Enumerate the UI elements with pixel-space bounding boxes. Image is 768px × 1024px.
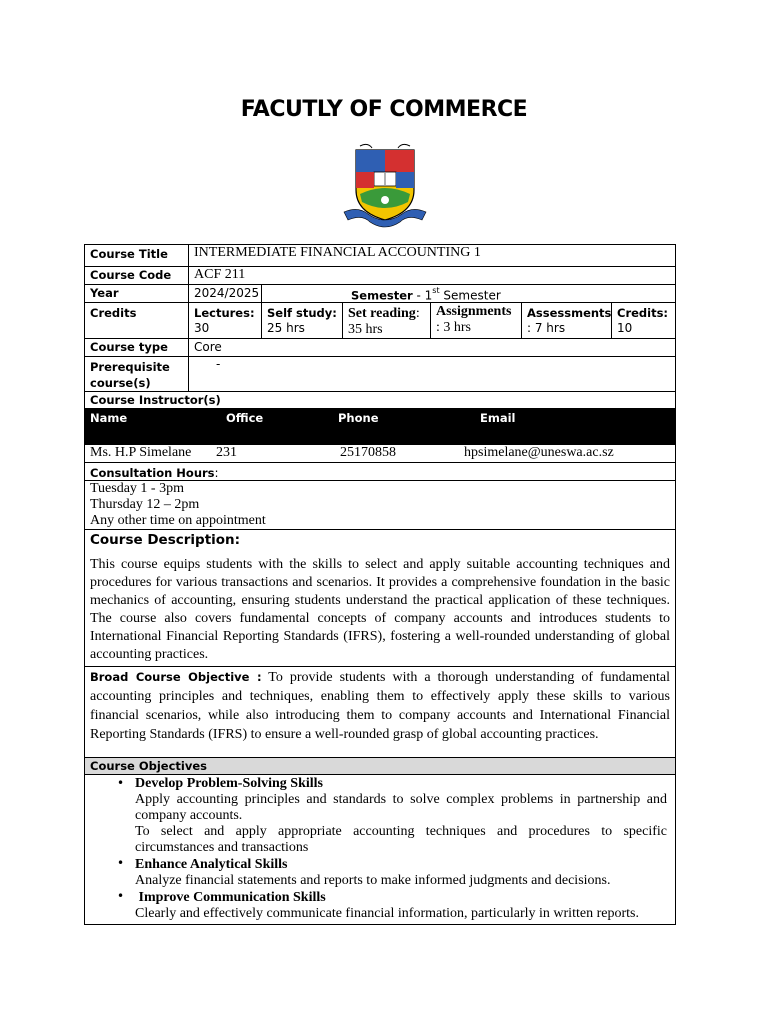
page-title: FACUTLY OF COMMERCE <box>240 97 528 122</box>
instructor-header-row <box>85 409 675 445</box>
consultation-line-1: Tuesday 1 - 3pm <box>90 481 184 496</box>
course-objectives-list <box>85 775 675 922</box>
course-code-value: ACF 211 <box>188 267 675 284</box>
lectures-label: Lectures: <box>194 306 255 320</box>
instructor-header-name: Name <box>90 411 128 425</box>
semester-sup: st <box>432 286 440 295</box>
credits-count-value: 10 <box>617 321 633 335</box>
instructor-name: Ms. H.P Simelane <box>90 445 192 460</box>
instructor-email: hpsimelane@uneswa.ac.sz <box>464 445 614 460</box>
self-study-value: 25 hrs <box>267 321 305 335</box>
objective-title: Develop Problem-Solving Skills <box>135 776 323 791</box>
consultation-label-cell <box>85 463 675 480</box>
semester-label: Semester <box>351 288 413 303</box>
credits-count-label: Credits: <box>617 306 669 320</box>
course-objectives-label: Course Objectives <box>90 759 207 773</box>
instructor-office: 231 <box>216 445 237 460</box>
semester-dash: - 1 <box>412 288 433 303</box>
course-objectives-row <box>85 775 675 924</box>
consultation-hours <box>85 481 675 529</box>
objective-item <box>117 776 675 856</box>
course-title-label: Course Title <box>90 247 168 261</box>
course-code-label: Course Code <box>90 268 172 282</box>
course-description-row <box>85 530 675 667</box>
year-value: 2024/2025 <box>188 285 261 302</box>
lectures-value: 30 <box>194 321 210 335</box>
year-label: Year <box>90 286 119 300</box>
objective-title: Improve Communication Skills <box>135 890 326 905</box>
instructor-header-phone: Phone <box>338 411 379 425</box>
instructor-header-email: Email <box>480 411 516 425</box>
broad-objective-row <box>85 667 675 758</box>
objective-line: Apply accounting principles and standards to solve complex problems in partnership and company accounts. <box>135 792 667 823</box>
instructor-row <box>85 445 675 463</box>
assessments-label: Assessments <box>527 306 612 320</box>
consultation-colon: : <box>214 466 219 480</box>
assignments-cell <box>430 303 521 338</box>
course-type-row <box>85 339 675 357</box>
consultation-line-3: Any other time on appointment <box>90 513 266 528</box>
set-reading-colon: : <box>415 306 420 321</box>
prerequisite-label: Prerequisite course(s) <box>90 360 170 390</box>
course-type-label: Course type <box>90 340 168 354</box>
consultation-label-row <box>85 463 675 481</box>
assignments-label: Assignments <box>436 304 512 319</box>
course-outline-table <box>84 244 676 925</box>
year-spacer <box>261 285 344 302</box>
course-description-cell <box>85 530 675 666</box>
semester-cell <box>344 285 675 302</box>
credits-label: Credits <box>90 306 137 320</box>
course-type-value: Core <box>188 339 675 356</box>
consultation-line-2: Thursday 12 – 2pm <box>90 497 200 512</box>
instructor-header-office: Office <box>226 411 264 425</box>
set-reading-value: 35 hrs <box>348 322 383 337</box>
university-crest-icon <box>338 142 432 230</box>
course-title-value: INTERMEDIATE FINANCIAL ACCOUNTING 1 <box>188 245 675 266</box>
objective-line: To select and apply appropriate accounting techniques and procedures to specific circumstances and transactions <box>135 824 667 855</box>
objective-item <box>117 856 675 889</box>
instructor-section-label: Course Instructor(s) <box>90 393 221 407</box>
assessments-value: : 7 hrs <box>527 321 566 335</box>
objective-item <box>117 889 675 922</box>
broad-objective-cell <box>85 667 675 757</box>
course-description-label: Course Description: <box>90 532 241 548</box>
objective-title: Enhance Analytical Skills <box>135 857 288 872</box>
instructor-section-row <box>85 392 675 409</box>
broad-objective-text: To provide students with a thorough understanding of fundamental accounting principles and techniques, enabling them to effectively apply these skills to various financial scenarios, while also introducing them to company accounts and International Financial Reporting Standards (IFRS) to ensure a well-rounded grasp of global accounting practices. <box>90 670 670 742</box>
instructor-phone: 25170858 <box>340 445 396 460</box>
credits-row <box>85 303 675 339</box>
set-reading-cell <box>342 303 430 338</box>
consultation-label: Consultation Hours <box>90 466 215 480</box>
assignments-value: : 3 hrs <box>436 320 471 335</box>
set-reading-label: Set reading <box>348 306 416 321</box>
prerequisite-row <box>85 357 675 392</box>
self-study-cell <box>261 303 342 338</box>
course-objectives-header-row <box>85 758 675 775</box>
objective-line: Clearly and effectively communicate financial information, particularly in written reports. <box>135 906 639 921</box>
objective-line: Analyze financial statements and reports to make informed judgments and decisions. <box>135 873 611 888</box>
year-row <box>85 285 675 303</box>
credits-count-cell <box>611 303 675 338</box>
broad-objective-label: Broad Course Objective : <box>90 670 262 684</box>
assessments-cell <box>521 303 611 338</box>
lectures-cell <box>188 303 261 338</box>
semester-rest: Semester <box>439 288 501 303</box>
prerequisite-value: - <box>188 357 675 391</box>
course-title-row <box>85 245 675 267</box>
course-description-text: This course equips students with the skills to select and apply suitable accounting techniques and procedures for various transactions and scenarios. It provides a comprehensive foundation in the basic mechanics of accounting, ensuring students understand the practical application of these techniques. The course also covers fundamental concepts of company accounts and introduces students to International Financial Reporting Standards (IFRS), fostering a well-rounded understanding of global accounting practices. <box>90 557 670 662</box>
course-code-row <box>85 267 675 285</box>
bullet-icon: • <box>117 856 125 870</box>
bullet-icon: • <box>117 889 125 903</box>
bullet-icon: • <box>117 776 125 790</box>
self-study-label: Self study: <box>267 306 337 320</box>
consultation-hours-row <box>85 481 675 530</box>
